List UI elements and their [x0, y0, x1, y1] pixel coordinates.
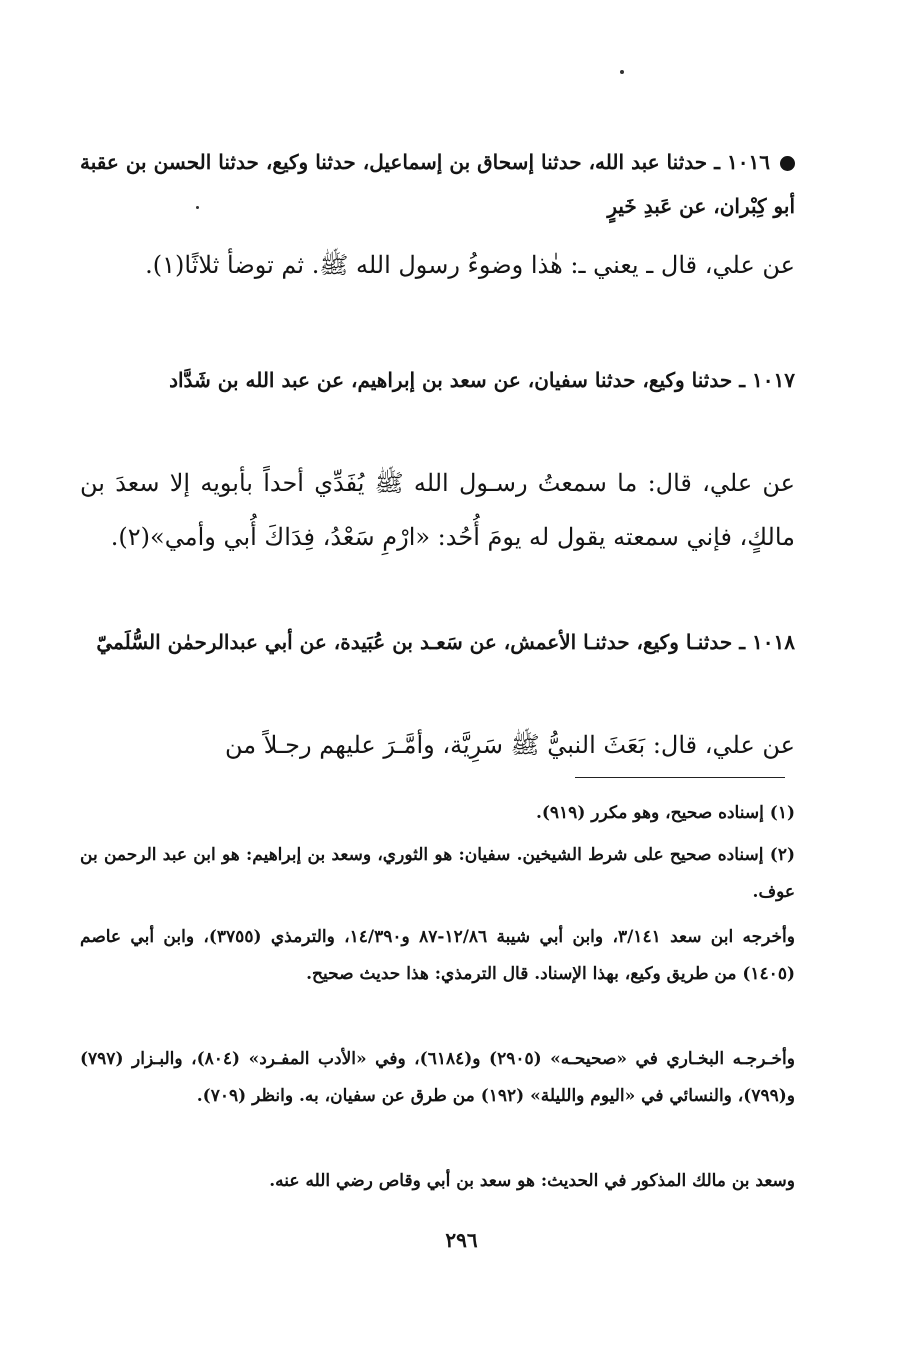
footnote-2: (٢) إسناده صحيح على شرط الشيخين. سفيان: هو الثوري، وسعد بن إبراهيم: هو ابن عبد الرحمن بن عوف. [80, 845, 795, 902]
footnote-2-bukhari: وأخـرجـه البخـاري في «صحيحـه» (٢٩٠٥) و(٦١٨٤)، وفي «الأدب المفـرد» (٨٠٤)، والبـزار (٧٩٧) و(٧٩٩)، والنسائي في «اليوم والليلة» (١٩٢) من طرق عن سفيان، به. وانظر (٧٠٩). [80, 1049, 795, 1106]
hadith-1017-matn: عن علي، قال: ما سمعتُ رسـول الله ﷺ يُفَدِّي أحداً بأبويه إلا سعدَ بن مالكٍ، فإني سمعته يقول له يومَ أُحُد: «ارْمِ سَعْدُ، فِدَاكَ أُبي وأمي»(٢). [80, 469, 795, 551]
ink-speck [620, 70, 624, 74]
hadith-1016-isnad [80, 140, 795, 228]
bullet-icon [780, 156, 795, 171]
footnote-separator [575, 777, 785, 778]
hadith-1016-matn: عن علي، قال ـ يعني ـ: هٰذا وضوءُ رسول الله ﷺ. ثم توضأ ثلاثًا(١). [145, 251, 795, 279]
hadith-1018-matn: عن علي، قال: بَعَثَ النبيُّ ﷺ سَرِيَّة، وأمَّـرَ عليهم رجـلاً من [225, 731, 795, 759]
page-number: ٢٩٦ [445, 1228, 478, 1252]
hadith-1017-isnad: ١٠١٧ ـ حدثنا وكيع، حدثنا سفيان، عن سعد بن إبراهيم، عن عبد الله بن شَدَّاد [169, 368, 795, 392]
hadith-1016-isnad-text: ١٠١٦ ـ حدثنا عبد الله، حدثنا إسحاق بن إسماعيل، حدثنا وكيع، حدثنا الحسن بن عقبة أبو كِبْران، عن عَبدِ خَيرٍ [80, 150, 795, 218]
footnote-1: (١) إسناده صحيح، وهو مكرر (٩١٩). [535, 803, 795, 823]
footnote-2-takhrij: وأخرجه ابن سعد ٣/١٤١، وابن أبي شيبة ١٢/٨٦-٨٧ و١٤/٣٩٠، والترمذي (٣٧٥٥)، وابن أبي عاصم (١٤٠٥) من طريق وكيع، بهذا الإسناد. قال الترمذي: هذا حديث صحيح. [80, 927, 795, 984]
hadith-1018-isnad: ١٠١٨ ـ حدثنـا وكيع، حدثنـا الأعمش، عن سَعـد بن عُبَيدة، عن أبي عبدالرحمٰن السُّلَميّ [96, 630, 795, 654]
footnote-2-identification: وسعد بن مالك المذكور في الحديث: هو سعد بن أبي وقاص رضي الله عنه. [269, 1171, 795, 1191]
